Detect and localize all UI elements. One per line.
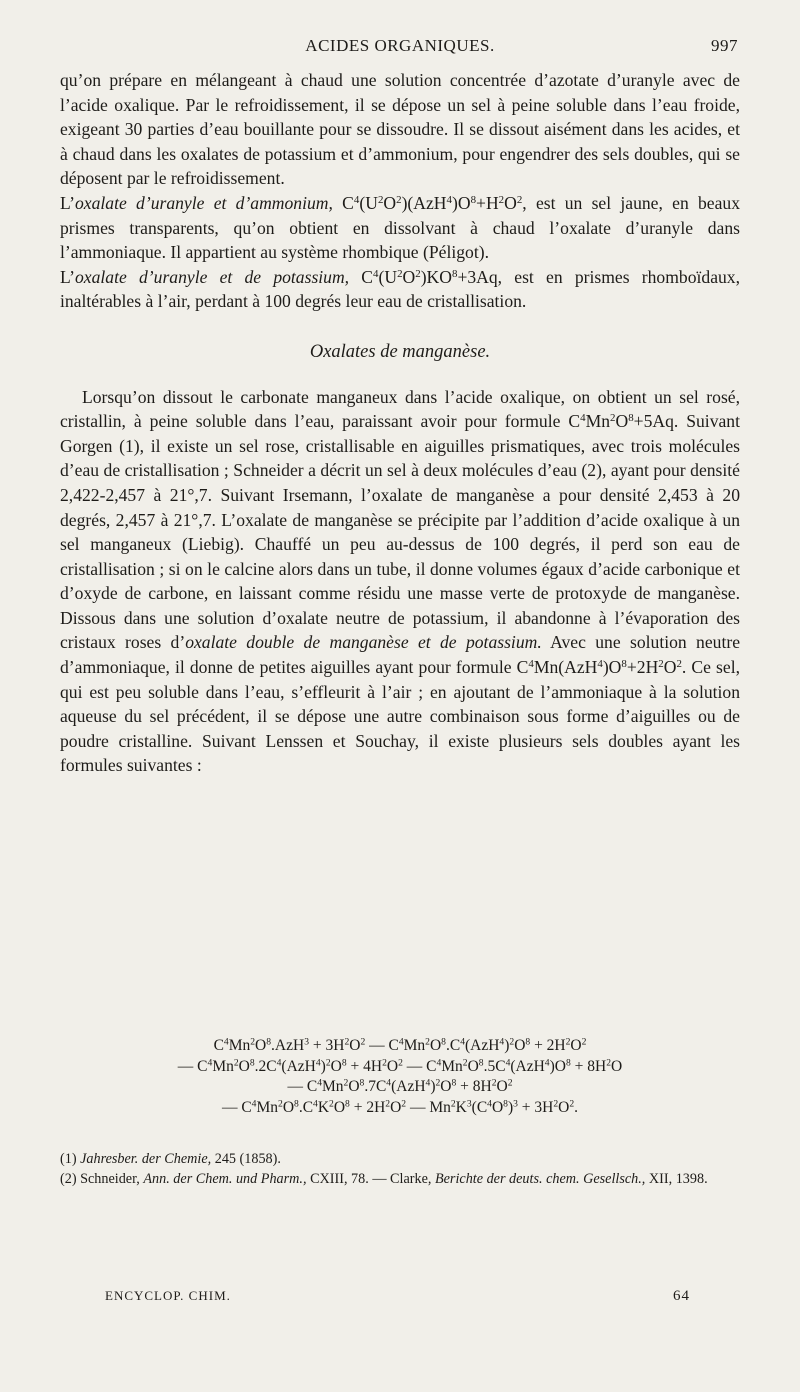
formula-line: — $C^4Mn^2O^8.C^4K^2O^8 + 2H^2O^2$ — $Mn^2K^3(C^4O^8)^3 + 3H^2O^2$. — [221, 1098, 579, 1116]
compound-name: oxalate d’uranyle et de potassium, — [75, 266, 350, 287]
formula-line: $C^4Mn^2O^8.AzH^3 + 3H^2O^2$ — $C^4Mn^2O^8.C^4(AzH^4)^2O^8 + 2H^2O^2$ — [213, 1036, 587, 1054]
paragraph-1: qu’on prépare en mélangeant à chaud une solution concentrée d’azotate d’uranyle avec de l’acide oxalique. Par le refroidissement, il se dépose un sel à peine soluble dans l’eau froide, exigeant 30 parties d’eau bouillante pour se dissoudre. Il se dissout aisément dans les acides, et à chaud dans les oxalates de potassium et d’ammonium, pour engendrer des sels doubles, qui se déposent par le refroidissement. — [60, 70, 740, 189]
page-footer — [0, 1288, 800, 1308]
formula-line: — $C^4Mn^2O^8.2C^4(AzH^4)^2O^8 + 4H^2O^2$ — $C^4Mn^2O^8.5C^4(AzH^4)O^8 + 8H^2O$ — [177, 1057, 623, 1075]
paragraph-4: Lorsqu’on dissout le carbonate manganeux dans l’acide oxalique, on obtient un sel rosé, cristallin, à peine soluble dans l’eau, paraissant avoir pour formule $C^4Mn^2O^8+5Aq$. Suivant Gorgen (1), il existe un sel rose, cristallisable en aiguilles prismatiques, avec trois molécules d’eau de cristallisation ; Schneider a décrit un sel à deux molécules d’eau (2), ayant pour densité 2,422-2,457 à 21°,7. Suivant Irsemann, l’oxalate de manganèse a pour densité 2,453 à 20 degrés, 2,457 à 21°,7. L’oxalate de manganèse se précipite par l’addition d’acide oxalique à un sel manganeux (Liebig). Chauffé un peu au-dessus de 100 degrés, il perd son eau de cristallisation ; si on le calcine alors dans un tube, il donne volumes égaux d’acide carbonique et d’oxyde de carbone, en laissant comme résidu une masse verte de protoxyde de manganèse. Dissous dans une solution d’oxalate neutre de potassium, il abandonne à l’évaporation des cristaux roses d’oxalate double de manganèse et de potassium. Avec une solution neutre d’ammoniaque, il donne de petites aiguilles ayant pour formule $C^4Mn(AzH^4)O^8+2H^2O^2$. Ce sel, qui est peu soluble dans l’eau, s’effleurit à l’air ; en ajoutant de l’ammoniaque à la solution aqueuse du sel précédent, il se dépose une autre combinaison sous forme d’aiguilles ou de poudre cristalline. Suivant Lenssen et Souchay, il existe plusieurs sels doubles ayant les formules suivantes : — [60, 386, 740, 776]
paragraph-2: L’oxalate d’uranyle et d’ammonium, $C^4(U^2O^2)(AzH^4)O^8+H^2O^2$, est un sel jaune, en beaux prismes transparents, qu’on obtient en dissolvant à chaud l’oxalate d’uranyle dans l’ammoniaque. Il appartient au système rhombique (Péligot). — [60, 192, 741, 263]
compound-name: oxalate d’uranyle et d’ammonium, — [75, 192, 333, 213]
formula-line: — $C^4Mn^2O^8.7C^4(AzH^4)^2O^8 + 8H^2O^2$ — [287, 1077, 513, 1095]
footnote-2: (2) Schneider, Ann. der Chem. und Pharm., CXIII, 78. — Clarke, Berichte der deuts. chem. Gesellsch., XII, 1398. — [60, 1170, 708, 1187]
formula: $C^4(U^2O^2)KO^8+3Aq$, — [361, 266, 503, 287]
formula: $C^4Mn(AzH^4)O^8+2H^2O^2$. — [516, 657, 687, 678]
footer-sheet-number: 64 — [673, 1288, 690, 1304]
paragraph-3: L’oxalate d’uranyle et de potassium, $C^4(U^2O^2)KO^8+3Aq$, est en prismes rhomboïdaux, inaltérables à l’air, perdant à 100 degrés leur eau de cristallisation. — [60, 266, 740, 312]
formula: $C^4(U^2O^2)(AzH^4)O^8+H^2O^2$, — [342, 192, 527, 213]
footnote-1: (1) Jahresber. der Chemie, 245 (1858). — [60, 1151, 281, 1167]
compound-name: oxalate double de manganèse et de potassium. — [185, 632, 542, 653]
running-header — [0, 36, 800, 60]
section-heading: Oxalates de manganèse. — [309, 341, 491, 362]
footnotes — [60, 1150, 740, 1189]
formula-block — [60, 1036, 740, 1118]
header-title: ACIDES ORGANIQUES. — [305, 36, 495, 55]
body-text — [60, 68, 740, 778]
footer-signature: ENCYCLOP. CHIM. — [105, 1288, 231, 1303]
page-number: 997 — [711, 36, 738, 55]
formula: $C^4Mn^2O^8+5Aq$. — [568, 411, 679, 432]
